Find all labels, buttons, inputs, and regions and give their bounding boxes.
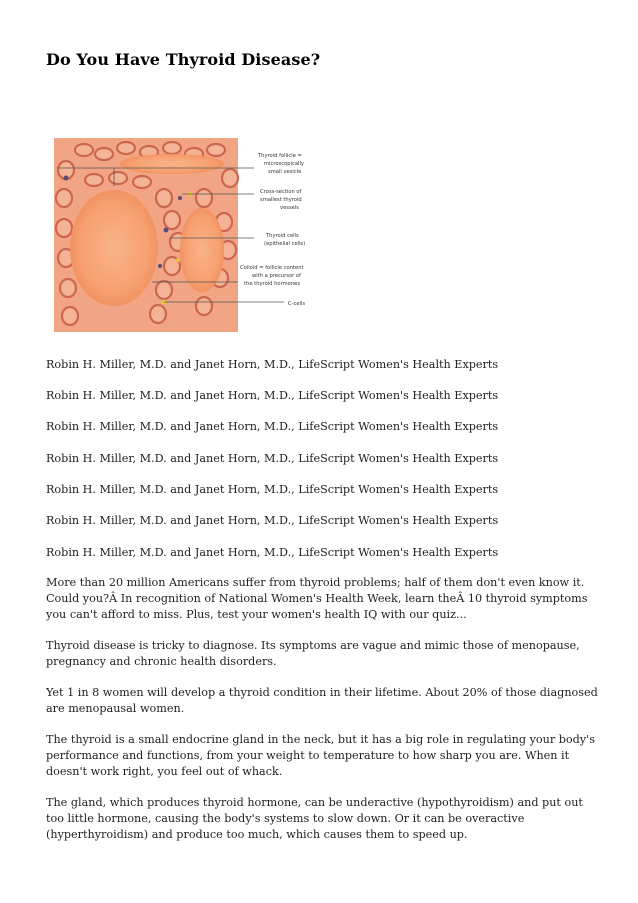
byline-2: Robin H. Miller, M.D. and Janet Horn, M.D., LifeScript Women's Health Experts [46, 389, 499, 402]
thyroid-diagram [54, 138, 340, 332]
thyroid-illustration [54, 138, 340, 332]
paragraph-2: Thyroid disease is tricky to diagnose. Its symptoms are vague and mimic those of menopause, pregnancy and chronic health disorders. [46, 639, 580, 668]
label-colloid-3: the thyroid hormones [244, 281, 301, 287]
label-vessel-3: vessels [280, 205, 300, 211]
byline-1: Robin H. Miller, M.D. and Janet Horn, M.D., LifeScript Women's Health Experts [46, 358, 499, 371]
label-vessel-1: Cross-section of [260, 189, 302, 195]
follicle-left [70, 190, 158, 306]
paragraph-3: Yet 1 in 8 women will develop a thyroid condition in their lifetime. About 20% of those diagnosed are menopausal women. [46, 686, 598, 715]
label-cells-1: Thyroid cells [266, 233, 299, 239]
byline-6: Robin H. Miller, M.D. and Janet Horn, M.D., LifeScript Women's Health Experts [46, 514, 499, 527]
follicle-right [180, 208, 224, 292]
label-colloid-1: Colloid = follicle content [240, 265, 304, 271]
byline-4: Robin H. Miller, M.D. and Janet Horn, M.D., LifeScript Women's Health Experts [46, 452, 499, 465]
paragraph-4: The thyroid is a small endocrine gland in the neck, but it has a big role in regulating your body's performance and functions, from your weight to temperature to how sharp you are. When it doesn't work right, you feel out of whack. [46, 733, 595, 778]
paragraph-1: More than 20 million Americans suffer from thyroid problems; half of them don't even know it. Could you?Â In recognition of National Women's Health Week, learn theÂ 10 thyroid symptoms you can't afford to miss. Plus, test your women's health IQ with our quiz... [46, 576, 588, 621]
follicle-top [120, 154, 224, 174]
label-follicle-1: Thyroid follicle = [258, 153, 302, 159]
document-title: Do You Have Thyroid Disease? [46, 50, 321, 69]
byline-3: Robin H. Miller, M.D. and Janet Horn, M.D., LifeScript Women's Health Experts [46, 420, 499, 433]
byline-7: Robin H. Miller, M.D. and Janet Horn, M.D., LifeScript Women's Health Experts [46, 546, 499, 559]
label-vessel-2: smallest thyroid [260, 197, 302, 203]
label-follicle-3: small vesicle [268, 169, 302, 175]
label-follicle-2: microscopically [264, 161, 304, 167]
label-ccells: C-cells [288, 301, 306, 307]
label-colloid-2: with a precursor of [252, 273, 301, 279]
label-cells-2: (epithelial cells) [264, 241, 306, 247]
byline-5: Robin H. Miller, M.D. and Janet Horn, M.D., LifeScript Women's Health Experts [46, 483, 499, 496]
paragraph-5: The gland, which produces thyroid hormone, can be underactive (hypothyroidism) and put out too little hormone, causing the body's systems to slow down. Or it can be overactive (hyperthyroidism) and produce too much, which causes them to speed up. [46, 796, 583, 841]
